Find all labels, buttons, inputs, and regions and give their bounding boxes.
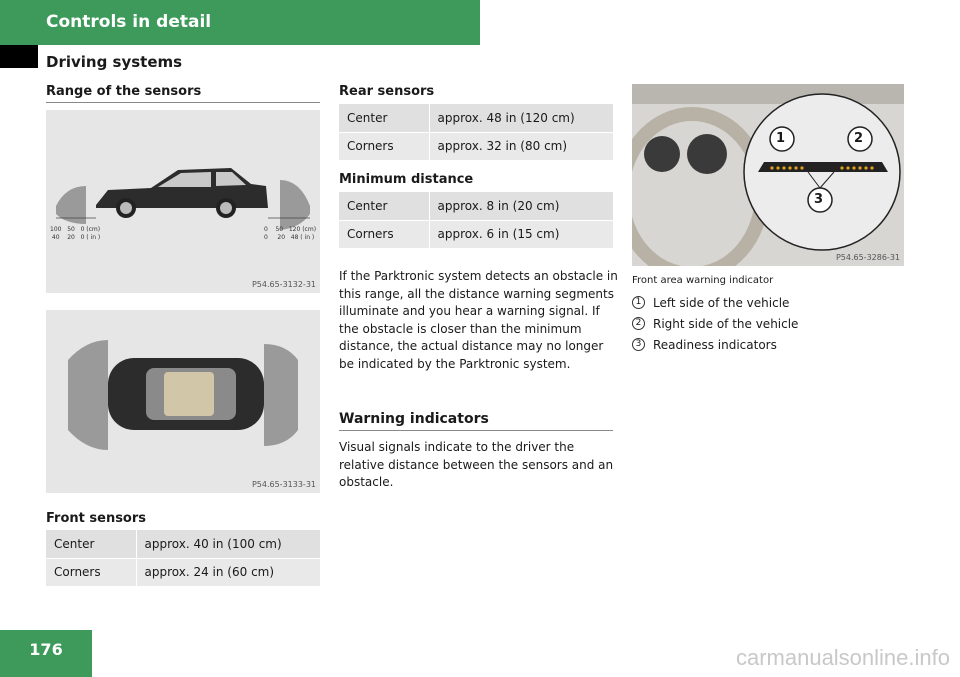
row-value: approx. 40 in (100 cm) [136,530,320,558]
rear-sensors-title: Rear sensors [339,84,435,99]
legend-item [632,313,798,334]
rear-zone-top [264,344,298,446]
scale-left-6: 0 ( in ) [80,234,101,241]
row-value: approx. 48 in (120 cm) [429,104,613,132]
scale-left-4: 40 [51,234,60,241]
table-row [339,220,613,248]
scale-right-6: 48 ( in ) [290,234,315,241]
parktronic-paragraph: If the Parktronic system detects an obstacle in this range, all the distance warning segments illuminate and you hear a warning signal. If the obstacle is closer than the minimum distance, the actual distance may no longer be indicated by the Parktronic system. [339,269,618,371]
scale-left-2: 50 [67,226,75,233]
range-title: Range of the sensors [46,84,202,99]
marker-2: 2 [854,131,864,146]
row-value: approx. 8 in (20 cm) [429,192,613,220]
table-row [339,132,613,160]
scale-left-5: 20 [67,234,75,241]
scale-right-4: 0 [264,234,268,241]
scale-left-1: 100 [50,226,62,233]
minimum-distance-title: Minimum distance [339,172,474,187]
front-sensors-title: Front sensors [46,511,147,526]
top-view-diagram [46,310,320,493]
table-row [46,530,320,558]
range-rule [46,102,320,103]
marker-3: 3 [814,192,824,207]
front-zone-top [68,340,108,450]
legend-text: Right side of the vehicle [653,316,799,331]
legend-text: Readiness indicators [653,337,777,352]
row-key: Corners [46,558,136,586]
row-key: Center [339,192,429,220]
legend-text: Left side of the vehicle [653,295,790,310]
side-image-code: P54.65-3132-31 [251,280,316,289]
rear-zone [280,180,310,230]
row-key: Center [46,530,136,558]
marker-1: 1 [776,131,786,146]
photo-code: P54.65-3286-31 [835,253,900,262]
legend-number: 3 [632,338,645,351]
table-row [339,104,613,132]
section-title: Controls in detail [46,12,212,32]
rear-sensors-table [339,104,613,161]
watermark: carmanualsonline.info [735,645,950,670]
legend-item [632,292,798,313]
side-view-diagram [46,110,320,293]
row-key: Center [339,104,429,132]
top-view-illustration [46,310,320,493]
table-row [339,192,613,220]
dashboard-photo [632,84,904,266]
top-image-code: P54.65-3133-31 [251,480,316,489]
photo-caption: Front area warning indicator [632,275,774,286]
row-value: approx. 32 in (80 cm) [429,132,613,160]
legend-number: 1 [632,296,645,309]
warning-indicators-title: Warning indicators [339,411,489,427]
legend-number: 2 [632,317,645,330]
scale-left-3: 0 (cm) [80,226,101,233]
dashboard-illustration [632,84,904,266]
minimum-distance-table [339,192,613,249]
subsection-title: Driving systems [46,53,183,71]
warning-rule [339,430,613,431]
page-number: 176 [29,640,63,659]
scale-right-3: 120 (cm) [288,226,317,233]
front-sensors-table [46,530,320,587]
row-value: approx. 6 in (15 cm) [429,220,613,248]
legend-item [632,334,798,355]
section-tab [0,45,38,68]
row-value: approx. 24 in (60 cm) [136,558,320,586]
scale-right-1: 0 [264,226,268,233]
table-row [46,558,320,586]
scale-right-2: 50 [275,226,284,233]
row-key: Corners [339,220,429,248]
scale-right-5: 20 [277,234,286,241]
warning-paragraph: Visual signals indicate to the driver the relative distance between the sensors and an obstacle. [339,440,614,489]
row-key: Corners [339,132,429,160]
legend-list [632,292,798,355]
side-view-illustration [46,110,320,293]
